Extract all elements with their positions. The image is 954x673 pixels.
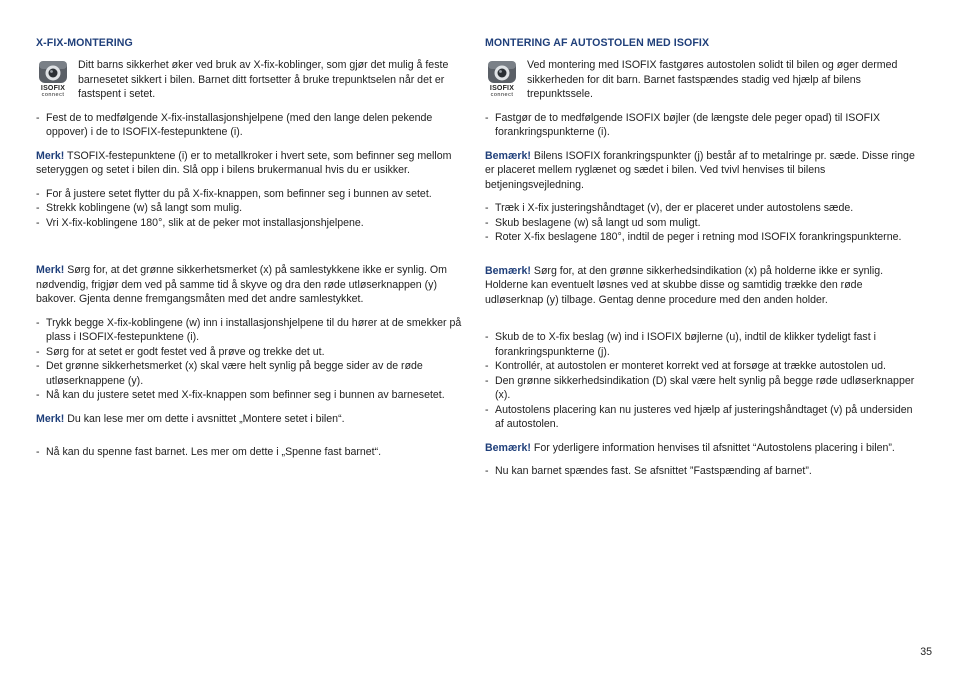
list-item: - Strekk koblingene (w) så langt som mulig. — [36, 201, 470, 216]
note-text: Bilens ISOFIX forankringspunkter (j) består af to metalringe pr. sæde. Disse ringe er placeret mellem ryglænet og sædet i bilen. Ved tvivl henvises til bilens betjeningsvejledning. — [485, 149, 915, 191]
list-item: - For å justere setet flytter du på X-fix-knappen, som befinner seg i bunnen av setet. — [36, 187, 470, 202]
instruction-list — [36, 445, 470, 460]
list-item: - Fest de to medfølgende X-fix-installasjonshjelpene (med den lange delen pekende oppover) i de to ISOFIX-festepunktene (i). — [36, 111, 470, 140]
list-item: - Roter X-fix beslagene 180°, indtil de peger i retning mod ISOFIX forankringspunkterne. — [485, 230, 917, 245]
note-text: Sørg for, at den grønne sikkerhedsindikation (x) på holderne ikke er synlig. Holderne kan eventuelt løsnes ved at skubbe disse og samtidig trække den røde udløserknap (y) tilbage. Gentag denne procedure med den anden holder. — [485, 264, 884, 306]
list-item: - Trykk begge X-fix-koblingene (w) inn i installasjonshjelpene til du hører at de smekker på plass i ISOFIX-festepunktene (i). — [36, 316, 470, 345]
list-item: - Nå kan du justere setet med X-fix-knappen som befinner seg i bunnen av barnesetet. — [36, 388, 470, 403]
intro-text: Ditt barns sikkerhet øker ved bruk av X-fix-koblinger, som gjør det mulig å feste barnesetet sikkert i bilen. Barnet ditt fortsetter å bruke trepunktselen når det er fastspent i setet. — [78, 59, 449, 100]
instruction-list — [36, 187, 470, 231]
note-paragraph — [36, 149, 470, 178]
list-item: - Vri X-fix-koblingene 180°, slik at de peker mot installasjonshjelpene. — [36, 216, 470, 231]
note-label: Merk! — [36, 264, 65, 276]
list-item: - Skub beslagene (w) så langt ud som muligt. — [485, 216, 917, 231]
note-label: Merk! — [36, 149, 65, 162]
list-item: - Nu kan barnet spændes fast. Se afsnittet ”Fastspænding af barnet”. — [485, 464, 917, 479]
left-column — [36, 36, 470, 460]
list-item: - Kontrollér, at autostolen er monteret korrekt ved at forsøge at trække autostolen ud. — [485, 359, 917, 374]
note-paragraph — [485, 441, 917, 456]
page-number: 35 — [920, 646, 932, 658]
list-item: - Den grønne sikkerhedsindikation (D) skal være helt synlig på begge røde udløserknapper (x). — [485, 374, 917, 403]
right-column — [485, 36, 917, 479]
list-item: - Skub de to X-fix beslag (w) ind i ISOFIX bøjlerne (u), indtil de klikker tydeligt fast i forankringspunkterne (j). — [485, 330, 917, 359]
intro-text: Ved montering med ISOFIX fastgøres autostolen solidt til bilen og øger dermed sikkerheden for dit barn. Barnet fastspændes stadig ved hjælp af bilens trepunktssele. — [527, 59, 898, 100]
list-item: - Nå kan du spenne fast barnet. Les mer om dette i „Spenne fast barnet“. — [36, 445, 470, 460]
instruction-list — [485, 330, 917, 432]
intro-block — [36, 58, 470, 102]
note-text: TSOFIX-festepunktene (i) er to metallkroker i hvert sete, som befinner seg mellom seteryggen og setet i bilen din. Slå opp i bilens brukermanual hvis du er usikker. — [36, 149, 452, 176]
isofix-seat-icon — [36, 60, 70, 84]
note-label: Merk! — [36, 412, 65, 425]
list-item: - Det grønne sikkerhetsmerket (x) skal være helt synlig på begge sider av de røde utløserknappene (y). — [36, 359, 470, 388]
logo-subtitle: connect — [490, 92, 514, 98]
note-paragraph — [36, 412, 470, 427]
instruction-list — [485, 464, 917, 479]
intro-block — [485, 58, 917, 102]
section-heading: X-FIX-MONTERING — [36, 37, 133, 49]
isofix-logo — [36, 60, 70, 98]
isofix-seat-icon — [485, 60, 519, 84]
section-heading: MONTERING AF AUTOSTOLEN MED ISOFIX — [485, 37, 710, 49]
instruction-list — [36, 111, 470, 140]
isofix-logo — [485, 60, 519, 98]
note-paragraph — [36, 263, 470, 307]
note-label: Bemærk! — [485, 441, 531, 454]
logo-wordmark: ISOFIX — [40, 85, 66, 92]
list-item: - Fastgør de to medfølgende ISOFIX bøjler (de længste dele peger opad) til ISOFIX forankringspunkterne (i). — [485, 111, 917, 140]
instruction-list — [485, 201, 917, 245]
list-item: - Sørg for at setet er godt festet ved å prøve og trekke det ut. — [36, 345, 470, 360]
note-paragraph — [485, 264, 917, 308]
note-text: Du kan lese mer om dette i avsnittet „Montere setet i bilen“. — [64, 412, 345, 425]
instruction-list — [36, 316, 470, 403]
note-label: Bemærk! — [485, 264, 531, 277]
logo-wordmark: ISOFIX — [489, 85, 515, 92]
note-paragraph — [485, 149, 917, 193]
logo-subtitle: connect — [41, 92, 65, 98]
note-text: For yderligere information henvises til afsnittet “Autostolens placering i bilen”. — [530, 441, 895, 454]
note-text: Sørg for, at det grønne sikkerhetsmerket (x) på samlestykkene ikke er synlig. Om nødvendig, frigjør dem ved på samme tid å skyve og dra den røde utløserknappen (y) bakover. Gjenta denne fremgangsmåten med det andre samlestykket. — [36, 264, 447, 305]
instruction-list — [485, 111, 917, 140]
note-label: Bemærk! — [485, 149, 531, 162]
list-item: - Træk i X-fix justeringshåndtaget (v), der er placeret under autostolens sæde. — [485, 201, 917, 216]
list-item: - Autostolens placering kan nu justeres ved hjælp af justeringshåndtaget (v) på undersiden af autostolen. — [485, 403, 917, 432]
